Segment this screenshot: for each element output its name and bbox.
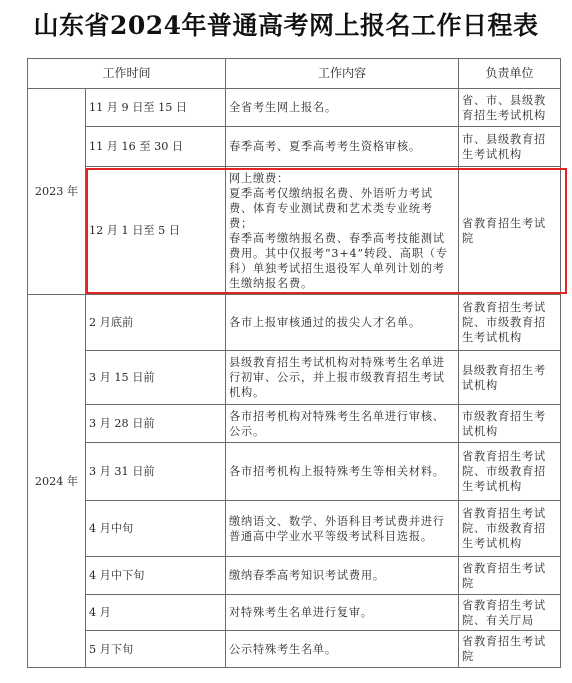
header-time: 工作时间 [28,59,226,89]
content-cell: 各市上报审核通过的拔尖人才名单。 [226,295,459,351]
period-cell: 11 月 16 至 30 日 [86,127,226,167]
unit-cell: 省教育招生考试院、市级教育招生考试机构 [459,443,561,501]
unit-cell: 省教育招生考试院、市级教育招生考试机构 [459,501,561,557]
table-row [28,351,561,405]
unit-cell: 省教育招生考试院 [459,557,561,595]
period-cell: 11 月 9 日至 15 日 [86,89,226,127]
unit-cell: 省教育招生考试院 [459,631,561,668]
table-row [28,167,561,295]
unit-cell: 省教育招生考试院、有关厅局 [459,595,561,631]
period-cell: 4 月中下旬 [86,557,226,595]
schedule-table [27,58,561,668]
content-text: 网上缴费： 夏季高考仅缴纳报名费、外语听力考试费、体育专业测试费和艺术类专业统考费； 春季高考缴纳报名费、春季高考技能测试费用。其中仅报考“3+4”转段、高职（专科）单独考试招生退役军人单列计划的考生缴纳报名费。 [229,171,448,290]
header-unit: 负责单位 [459,59,561,89]
unit-cell: 省教育招生考试院 [459,167,561,295]
table-row [28,127,561,167]
period-cell: 2 月底前 [86,295,226,351]
content-cell: 公示特殊考生名单。 [226,631,459,668]
content-cell: 对特殊考生名单进行复审。 [226,595,459,631]
table-row [28,557,561,595]
content-cell: 缴纳语文、数学、外语科目考试费并进行普通高中学业水平等级考试科目选报。 [226,501,459,557]
unit-cell: 县级教育招生考试机构 [459,351,561,405]
page-title: 山东省2024年普通高考网上报名工作日程表 [33,11,539,40]
table-row [28,443,561,501]
content-cell: 县级教育招生考试机构对特殊考生名单进行初审、公示，并上报市级教育招生考试机构。 [226,351,459,405]
content-cell [226,167,459,295]
period-cell: 12 月 1 日至 5 日 [86,167,226,295]
year-cell: 2024 年 [28,295,86,668]
content-cell: 缴纳春季高考知识考试费用。 [226,557,459,595]
period-cell: 3 月 31 日前 [86,443,226,501]
year-cell: 2023 年 [28,89,86,295]
period-cell: 5 月下旬 [86,631,226,668]
unit-cell: 市、县级教育招生考试机构 [459,127,561,167]
content-cell: 各市招考机构对特殊考生名单进行审核、公示。 [226,405,459,443]
period-cell: 3 月 15 日前 [86,351,226,405]
table-row [28,631,561,668]
table-header-row [28,59,561,89]
table-row [28,595,561,631]
content-cell: 各市招考机构上报特殊考生等相关材料。 [226,443,459,501]
period-cell: 4 月 [86,595,226,631]
table-row [28,501,561,557]
table-row [28,89,561,127]
table-row [28,295,561,351]
period-cell: 4 月中旬 [86,501,226,557]
unit-cell: 省、市、县级教育招生考试机构 [459,89,561,127]
unit-cell: 省教育招生考试院、市级教育招生考试机构 [459,295,561,351]
content-cell: 春季高考、夏季高考考生资格审核。 [226,127,459,167]
header-content: 工作内容 [226,59,459,89]
content-cell: 全省考生网上报名。 [226,89,459,127]
table-row [28,405,561,443]
unit-cell: 市级教育招生考试机构 [459,405,561,443]
period-cell: 3 月 28 日前 [86,405,226,443]
